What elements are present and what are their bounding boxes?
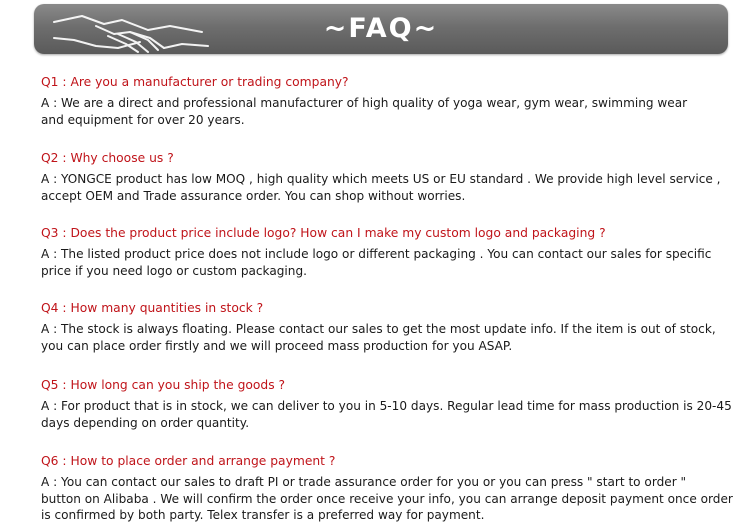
answer-line: accept OEM and Trade assurance order. You can shop without worries.: [41, 188, 466, 203]
faq-item: [41, 225, 731, 279]
faq-question: Q5 : How long can you ship the goods ?: [41, 378, 286, 392]
answer-line: days depending on order quantity.: [41, 415, 250, 430]
faq-answer: [41, 474, 731, 524]
faq-item: [41, 74, 731, 128]
answer-line: and equipment for over 20 years.: [41, 112, 245, 127]
answer-line: A : We are a direct and professional manufacturer of high quality of yoga wear, gym wear, swimming wear: [41, 96, 688, 110]
faq-answer: [41, 321, 731, 354]
faq-question: Q6 : How to place order and arrange payment ?: [41, 454, 336, 468]
answer-line: A : The listed product price does not include logo or different packaging . You can contact our sales for specific: [41, 247, 712, 261]
faq-item: [41, 453, 731, 524]
faq-answer: [41, 95, 731, 128]
faq-question: Q4 : How many quantities in stock ?: [41, 301, 264, 315]
faq-question: Q1 : Are you a manufacturer or trading company?: [41, 75, 349, 89]
faq-question: Q3 : Does the product price include logo? How can I make my custom logo and packaging ?: [41, 226, 606, 240]
page-title: ~FAQ~: [323, 13, 439, 44]
answer-line: is confirmed by both party. Telex transfer is a preferred way for payment.: [41, 508, 485, 522]
answer-line: A : For product that is in stock, we can deliver to you in 5-10 days. Regular lead time for mass production is 20-45: [41, 399, 732, 413]
answer-line: you can place order firstly and we will proceed mass production for you ASAP.: [41, 338, 513, 353]
answer-line: A : You can contact our sales to draft PI or trade assurance order for you or you can press " start to order ": [41, 475, 687, 489]
faq-answer: [41, 398, 731, 431]
faq-question: Q2 : Why choose us ?: [41, 151, 174, 165]
answer-line: A : The stock is always floating. Please contact our sales to get the most update info. If the item is out of stock,: [41, 322, 716, 336]
faq-answer: [41, 171, 731, 204]
faq-item: [41, 377, 731, 431]
faq-banner: [34, 4, 728, 54]
faq-item: [41, 150, 731, 204]
answer-line: price if you need logo or custom packaging.: [41, 263, 307, 278]
answer-line: A : YONGCE product has low MOQ , high quality which meets US or EU standard . We provide high level service ,: [41, 172, 721, 186]
answer-line: button on Alibaba . We will confirm the order once receive your info, you can arrange deposit payment once order: [41, 491, 733, 506]
faq-item: [41, 300, 731, 354]
faq-answer: [41, 246, 731, 279]
